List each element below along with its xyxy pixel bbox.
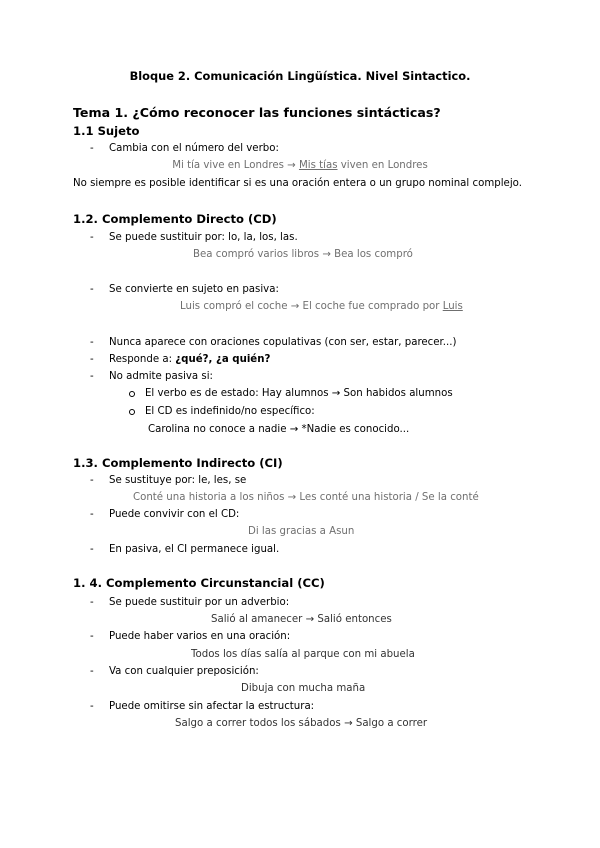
document-title: Bloque 2. Comunicación Lingüística. Nivel Sintactico. — [129, 69, 471, 83]
list-item: Se puede sustituir por: lo, la, los, las. — [109, 232, 298, 243]
arrow-icon: → — [290, 301, 300, 312]
list-item: Se convierte en sujeto en pasiva: — [109, 284, 279, 295]
dash-bullet: - — [90, 371, 94, 382]
dash-bullet: - — [90, 284, 94, 295]
arrow-icon: → — [331, 388, 341, 399]
list-item: Puede haber varios en una oración: — [109, 631, 291, 642]
list-item: Se puede sustituir por un adverbio: — [109, 597, 290, 608]
section-heading-cd: 1.2. Complemento Directo (CD) — [73, 212, 277, 226]
topic-heading: Tema 1. ¿Cómo reconocer las funciones sintácticas? — [73, 105, 441, 120]
arrow-icon: → — [344, 718, 353, 729]
example-line: Salgo a correr todos los sábados → Salgo a correr — [175, 718, 428, 729]
list-item: Cambia con el número del verbo: — [109, 143, 279, 154]
circle-bullet-icon — [129, 391, 135, 397]
list-item: Nunca aparece con oraciones copulativas (con ser, estar, parecer...) — [109, 337, 457, 348]
example-line: Luis compró el coche → El coche fue comprado por Luis — [180, 301, 463, 312]
list-item: En pasiva, el CI permanece igual. — [109, 544, 280, 555]
arrow-icon: → — [322, 249, 331, 260]
list-item: Responde a: ¿qué?, ¿a quién? — [109, 354, 271, 365]
section-heading-cc: 1. 4. Complemento Circunstancial (CC) — [73, 576, 325, 590]
dash-bullet: - — [90, 354, 94, 365]
dash-bullet: - — [90, 701, 94, 712]
dash-bullet: - — [90, 143, 94, 154]
sub-list-item: El CD es indefinido/no específico: — [145, 406, 315, 417]
arrow-icon: → — [289, 424, 299, 435]
section-heading-ci: 1.3. Complemento Indirecto (CI) — [73, 456, 283, 470]
dash-bullet: - — [90, 232, 94, 243]
arrow-icon: → — [305, 614, 315, 625]
example-line: Salió al amanecer → Salió entonces — [211, 614, 392, 625]
dash-bullet: - — [90, 631, 94, 642]
dash-bullet: - — [90, 509, 94, 520]
list-item: Puede omitirse sin afectar la estructura: — [109, 701, 315, 712]
example-line: Di las gracias a Asun — [248, 526, 355, 537]
circle-bullet-icon — [129, 409, 135, 415]
dash-bullet: - — [90, 544, 94, 555]
arrow-icon: → — [287, 492, 297, 503]
list-item: Puede convivir con el CD: — [109, 509, 240, 520]
dash-bullet: - — [90, 666, 94, 677]
example-line: Todos los días salía al parque con mi abuela — [191, 649, 415, 660]
example-line: Carolina no conoce a nadie → *Nadie es conocido... — [148, 424, 410, 435]
arrow-icon: → — [287, 160, 296, 171]
list-item: Se sustituye por: le, les, se — [109, 475, 247, 486]
sub-list-item: El verbo es de estado: Hay alumnos → Son habidos alumnos — [145, 388, 453, 399]
example-line: Dibuja con mucha maña — [241, 683, 366, 694]
dash-bullet: - — [90, 597, 94, 608]
dash-bullet: - — [90, 475, 94, 486]
list-item: Va con cualquier preposición: — [109, 666, 259, 677]
list-item: No admite pasiva si: — [109, 371, 213, 382]
example-line: Mi tía vive en Londres → Mis tías viven en Londres — [172, 160, 428, 171]
note-text: No siempre es posible identificar si es una oración entera o un grupo nominal complejo. — [73, 178, 522, 189]
example-line: Conté una historia a los niños → Les conté una historia / Se la conté — [133, 492, 479, 503]
example-line: Bea compró varios libros → Bea los compró — [193, 249, 413, 260]
dash-bullet: - — [90, 337, 94, 348]
section-heading-sujeto: 1.1 Sujeto — [73, 124, 140, 138]
